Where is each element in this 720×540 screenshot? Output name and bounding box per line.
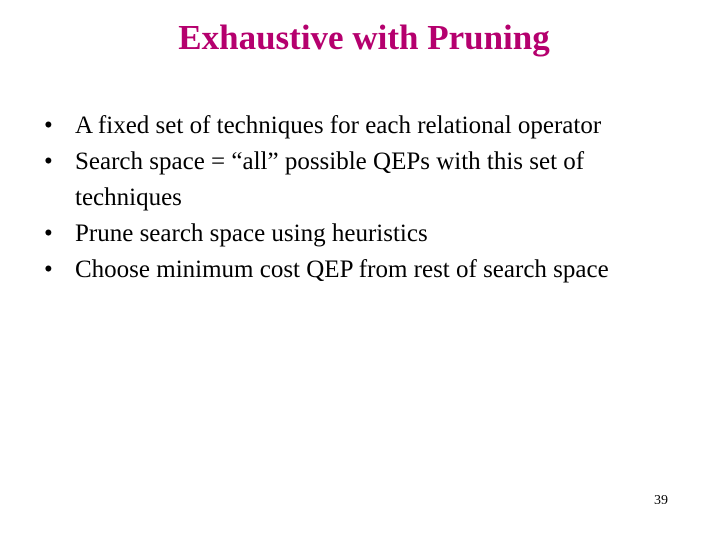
bullet-icon: • <box>44 148 53 175</box>
bullet-item <box>44 108 684 144</box>
bullet-icon: • <box>44 112 53 139</box>
bullet-list <box>44 108 684 288</box>
slide-title: Exhaustive with Pruning <box>178 18 550 57</box>
bullet-text: A fixed set of techniques for each relational operator <box>75 112 602 139</box>
bullet-text: Prune search space using heuristics <box>75 220 428 247</box>
bullet-icon: • <box>44 220 53 247</box>
bullet-item <box>44 144 684 216</box>
page-number: 39 <box>654 493 668 508</box>
bullet-item <box>44 252 684 288</box>
bullet-text: Search space = “all” possible QEPs with this set of techniques <box>75 148 585 211</box>
bullet-icon: • <box>44 256 53 283</box>
bullet-text: Choose minimum cost QEP from rest of search space <box>75 256 609 283</box>
bullet-item <box>44 216 684 252</box>
